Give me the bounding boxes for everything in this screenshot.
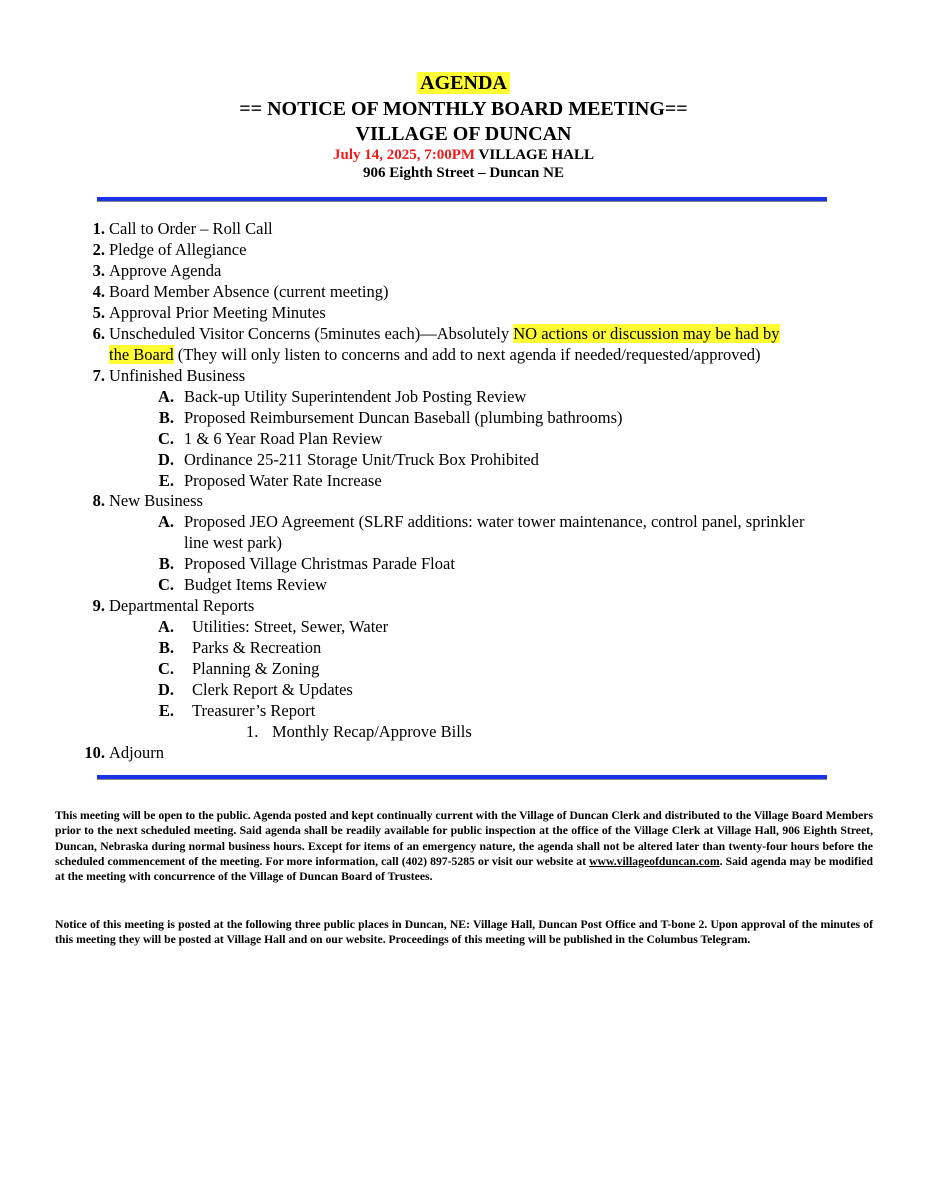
posting-notice-paragraph: Notice of this meeting is posted at the following three public places in Duncan, NE: Village Hall, Duncan Post Office and T-bone 2. Upon approval of the minutes of this meeting they will be posted at Village Hall and on our website. Proceedings of this meeting will be published in the Columbus Telegram. bbox=[55, 918, 873, 947]
sub-letter: D. bbox=[157, 450, 174, 469]
item-number: 3. bbox=[92, 261, 105, 280]
sub-letter: B. bbox=[158, 408, 174, 427]
sub-letter: E. bbox=[158, 471, 174, 490]
meeting-date: July 14, 2025, 7:00PM bbox=[332, 147, 476, 163]
sub-letter: C. bbox=[157, 659, 174, 678]
sub-letter: B. bbox=[158, 638, 174, 657]
visitor-concerns-text: Unscheduled Visitor Concerns (5minutes each)—Absolutely bbox=[109, 324, 514, 343]
item-text: Board Member Absence (current meeting) bbox=[109, 282, 389, 301]
sub-letter: A. bbox=[157, 387, 174, 406]
meeting-venue: VILLAGE HALL bbox=[478, 147, 594, 163]
item-text: Departmental Reports bbox=[109, 596, 255, 615]
item-number: 8. bbox=[92, 491, 105, 510]
sub-text: Proposed Reimbursement Duncan Baseball (plumbing bathrooms) bbox=[184, 408, 623, 427]
notice-text: This meeting will be open to the public. Agenda posted and kept continually current with the Village of Duncan Clerk and distributed to the Village Board Members prior to the next scheduled meeting. Said agenda shall be readily available for public inspection at the office of the Village Clerk at Village Hall, 906 Eighth Street, Duncan, Nebraska during normal business hours. Except for items of an emergency nature, the agenda shall not be altered later than twenty-four hours before the scheduled commencement of the meeting. For more information, call (402) 897-5285 or visit our website at bbox=[55, 809, 873, 868]
board-highlight: the Board bbox=[109, 345, 174, 364]
item-text bbox=[109, 323, 780, 344]
sub-letter: A. bbox=[157, 512, 174, 531]
item-text: Unfinished Business bbox=[109, 366, 246, 385]
item-number: 6. bbox=[92, 324, 105, 343]
sub-text: Budget Items Review bbox=[184, 575, 327, 594]
sub-letter: A. bbox=[157, 617, 174, 636]
sub-text: Ordinance 25-211 Storage Unit/Truck Box Prohibited bbox=[184, 450, 539, 469]
sub-sub-text: Monthly Recap/Approve Bills bbox=[272, 722, 472, 741]
notice-text-end: . Said agenda may be modified at the meeting with concurrence of the Village of Duncan Board of Trustees. bbox=[55, 854, 873, 884]
sub-text: Proposed Village Christmas Parade Float bbox=[184, 554, 455, 573]
website-link[interactable]: www.villageofduncan.com bbox=[589, 854, 720, 868]
sub-text: Utilities: Street, Sewer, Water bbox=[192, 617, 389, 636]
sub-letter: E. bbox=[158, 701, 174, 720]
item-text: Pledge of Allegiance bbox=[109, 240, 247, 259]
bottom-divider bbox=[97, 775, 827, 780]
sub-letter: C. bbox=[157, 575, 174, 594]
item-number: 2. bbox=[92, 240, 105, 259]
notice-heading: == NOTICE OF MONTHLY BOARD MEETING== bbox=[239, 98, 688, 120]
sub-sub-number: 1. bbox=[246, 722, 259, 741]
sub-text: line west park) bbox=[184, 533, 283, 552]
sub-text: Planning & Zoning bbox=[192, 659, 320, 678]
sub-text: Parks & Recreation bbox=[192, 638, 322, 657]
item-number: 10. bbox=[84, 743, 105, 762]
sub-letter: B. bbox=[158, 554, 174, 573]
public-notice-paragraph bbox=[55, 808, 873, 884]
sub-text: Proposed Water Rate Increase bbox=[184, 471, 382, 490]
sub-text: Treasurer’s Report bbox=[192, 701, 316, 720]
sub-letter: C. bbox=[157, 429, 174, 448]
sub-text: Clerk Report & Updates bbox=[192, 680, 353, 699]
no-actions-highlight: NO actions or discussion may be had by bbox=[513, 324, 780, 343]
item-number: 1. bbox=[92, 219, 105, 238]
item-number: 5. bbox=[92, 303, 105, 322]
sub-text: Proposed JEO Agreement (SLRF additions: water tower maintenance, control panel, sprinkler bbox=[184, 512, 805, 531]
item-text: Approval Prior Meeting Minutes bbox=[109, 303, 326, 322]
item-text: New Business bbox=[109, 491, 203, 510]
agenda-title-text: AGENDA bbox=[417, 72, 510, 94]
item-text: Call to Order – Roll Call bbox=[109, 219, 273, 238]
agenda-title bbox=[0, 70, 927, 96]
item-text bbox=[109, 344, 761, 365]
sub-text: Back-up Utility Superintendent Job Posting Review bbox=[184, 387, 527, 406]
meeting-datetime bbox=[0, 145, 927, 165]
item-text: Adjourn bbox=[109, 743, 164, 762]
meeting-address: 906 Eighth Street – Duncan NE bbox=[363, 165, 564, 181]
item-number: 7. bbox=[92, 366, 105, 385]
village-heading: VILLAGE OF DUNCAN bbox=[355, 123, 572, 145]
sub-text: 1 & 6 Year Road Plan Review bbox=[184, 429, 383, 448]
item-number: 9. bbox=[92, 596, 105, 615]
listen-text: (They will only listen to concerns and add to next agenda if needed/requested/approved) bbox=[173, 345, 761, 364]
item-number: 4. bbox=[92, 282, 105, 301]
item-text: Approve Agenda bbox=[109, 261, 222, 280]
sub-letter: D. bbox=[157, 680, 174, 699]
top-divider bbox=[97, 197, 827, 202]
